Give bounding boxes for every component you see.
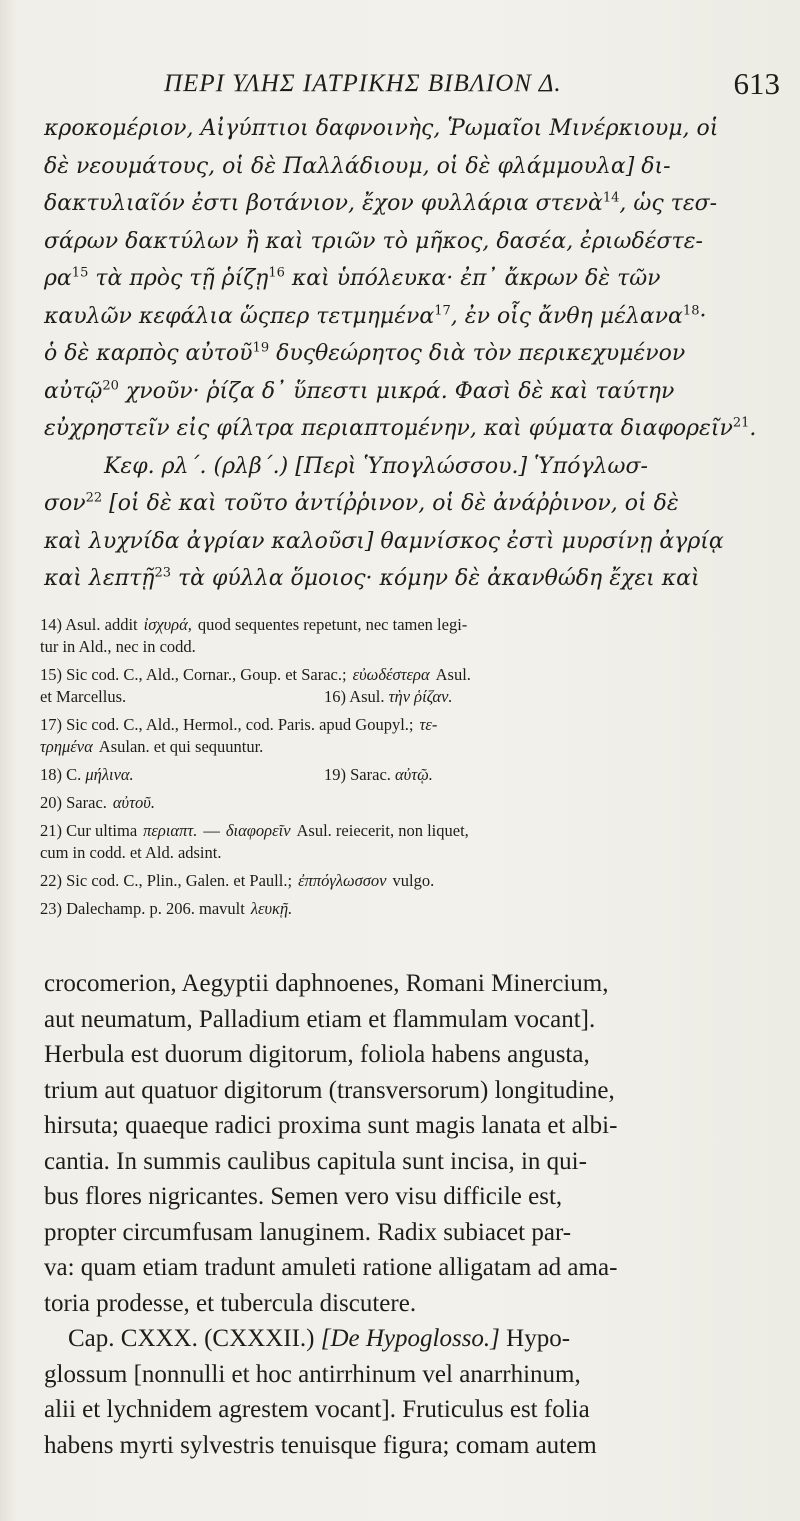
latin-line: bus flores nigricantes. Semen vero visu difficile est, [44,1183,563,1210]
footnote-ref: 21 [732,415,750,431]
greek-line: δὲ νεουμάτους, οἱ δὲ Παλλάδιουμ, οἱ δὲ φλάμμουλα] δι- [44,153,671,179]
greek-text-block [44,110,774,598]
latin-line: propter circumfusam lanuginem. Radix subiacet par- [44,1218,572,1246]
footnote-ref: 14 [602,190,620,206]
latin-line: habens myrti sylvestris tenuisque figura; comam autem [44,1431,597,1459]
latin-line: toria prodesse, et tubercula discutere. [44,1289,417,1317]
greek-line: καὶ λυχνίδα ἀγρίαν καλοῦσι] θαμνίσκος ἐστὶ μυρσίνῃ ἀγρίᾳ [44,528,724,554]
page-number: 613 [733,66,780,101]
latin-line: va: quam etiam tradunt amuleti ratione alligatam ad ama- [44,1254,618,1281]
greek-line: ὁ δὲ καρπὸς αὐτοῦ$^{19}$ δυςθεώρητος διὰ τὸν περικεχυμένον [44,340,686,366]
greek-line: σον$^{22}$ [οἱ δὲ καὶ τοῦτο ἀντίῤῥινον, οἱ δὲ ἀνάῤῥινον, οἱ δὲ [44,490,679,516]
footnote-18-19: 18) C. μήλινα. 19) Sarac. αὐτῷ. [40,765,433,784]
footnote-21: 21) Cur ultima περιαπτ. — διαφορεῖν Asul. reiecerit, non liquet, cum in codd. et Ald. adsint. [40,821,469,862]
footnote-23: 23) Dalechamp. p. 206. mavult λευκῇ. [40,899,293,918]
latin-line: glossum [nonnulli et hoc antirrhinum vel anarrhinum, [44,1360,581,1388]
latin-line: trium aut quatuor digitorum (transversorum) longitudine, [44,1076,615,1104]
footnote-ref: 22 [85,490,103,506]
chapter-heading-latin: Cap. CXXX. (CXXXII.) [De Hypoglosso.] Hypo- [68,1325,571,1352]
footnote-ref: 20 [102,378,119,394]
footnote-15: 15) Sic cod. C., Ald., Cornar., Goup. et Sarac.; εὐωδέστερα Asul. et Marcellus. 16) Asul. τὴν ῥίζαν. [40,665,471,706]
greek-line: εὐχρηστεῖν εἰς φίλτρα περιαπτομένην, καὶ φύματα διαφορεῖν$^{21}$. [44,415,757,441]
footnote-16: 16) Asul. τὴν ῥίζαν. [324,687,453,706]
footnote-ref: 15 [71,265,89,281]
greek-line: κροκομέριον, Αἰγύπτιοι δαφνοινὴς, Ῥωμαῖοι Μινέρκιουμ, οἱ [44,116,719,141]
greek-line: σάρων δακτύλων ἢ καὶ τριῶν τὸ μῆκος, δασέα, ἐριωδέστε- [44,228,703,254]
footnote-ref: 19 [252,340,270,356]
latin-line: Herbula est duorum digitorum, foliola habens angusta, [44,1041,590,1068]
footnote-17: 17) Sic cod. C., Ald., Hermol., cod. Paris. apud Goupyl.; τε- τρημένα Asulan. et qui sequuntur. [40,715,438,756]
latin-line: hirsuta; quaeque radici proxima sunt magis lanata et albi- [44,1112,618,1139]
running-head: ΠΕΡΙ ΥΛΗΣ ΙΑΤΡΙΚΗΣ ΒΙΒΛΙΟΝ Δ. [164,70,562,97]
chapter-heading-greek: Κεφ. ρλ΄. (ρλβ΄.) [Περὶ Ὑπογλώσσου.] Ὑπόγλωσ- [104,453,648,479]
footnote-14: 14) Asul. addit ἰσχυρά, quod sequentes repetunt, nec tamen legi- tur in Ald., nec in codd. [40,615,468,656]
latin-line: alii et lychnidem agrestem vocant]. Fruticulus est folia [44,1396,590,1423]
latin-line: crocomerion, Aegyptii daphnoenes, Romani Minercium, [44,970,609,997]
footnote-ref: 23 [154,565,172,581]
greek-line: καυλῶν κεφάλια ὥςπερ τετμημένα$^{17}$, ἐν οἷς ἄνθη μέλανα$^{18}$· [44,303,707,329]
greek-line: καὶ λεπτῇ$^{23}$ τὰ φύλλα ὅμοιος· κόμην δὲ ἀκανθώδη ἔχει καὶ [44,565,700,591]
latin-line: cantia. In summis caulibus capitula sunt incisa, in qui- [44,1147,587,1175]
footnote-ref: 16 [268,265,285,281]
greek-line: αὐτῷ$^{20}$ χνοῦν· ῥίζα δ᾽ ὕπεστι μικρά. Φασὶ δὲ καὶ ταύτην [44,378,675,404]
latin-text-block [44,966,780,1463]
greek-line: δακτυλιαῖόν ἐστι βοτάνιον, ἔχον φυλλάρια στενὰ$^{14}$, ὡς τεσ- [44,190,718,216]
footnotes [40,614,776,926]
greek-line: $\rho\alpha^{15}$ τὰ πρὸς τῇ ῥίζῃ$^{16}$ καὶ ὑπόλευκα· ἐπ᾽ ἄκρων δὲ τῶν [44,265,661,291]
footnote-ref: 18 [682,303,700,319]
page-header [44,66,784,106]
latin-line: aut neumatum, Palladium etiam et flammulam vocant]. [44,1005,596,1033]
footnote-22: 22) Sic cod. C., Plin., Galen. et Paull.; ἐππόγλωσσον vulgo. [40,871,435,890]
footnote-20: 20) Sarac. αὐτοῦ. [40,793,155,812]
footnote-ref: 17 [434,303,451,319]
